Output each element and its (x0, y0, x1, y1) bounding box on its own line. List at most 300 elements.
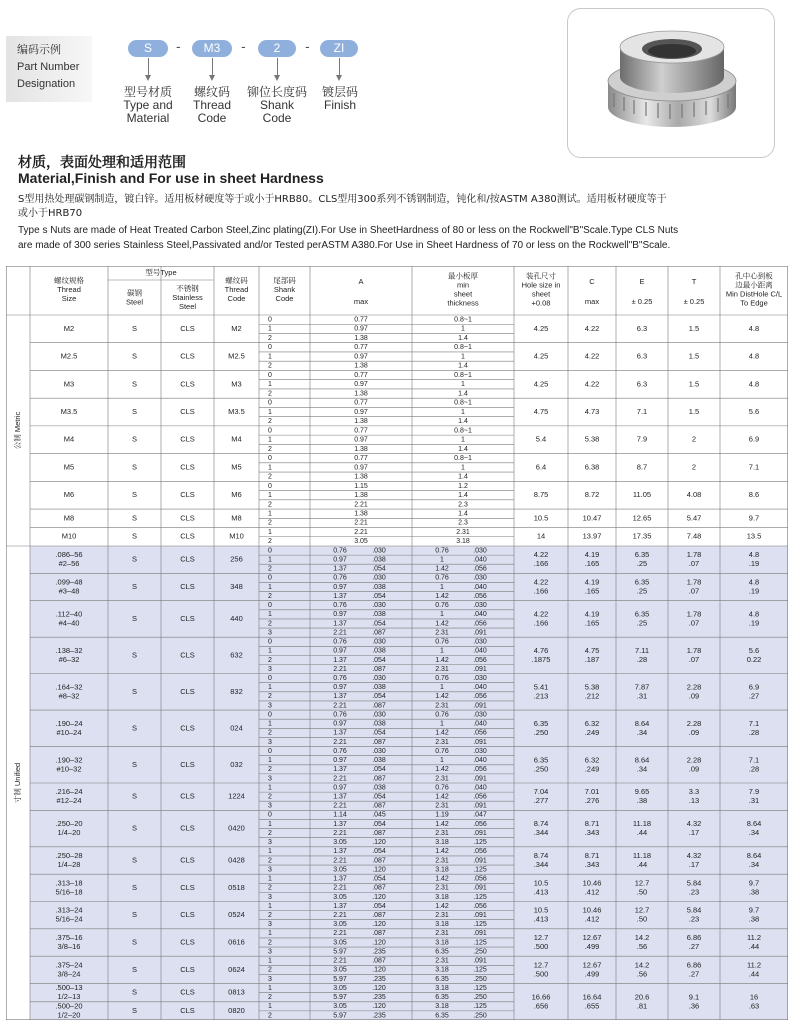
a-max-mm-cell: 1.37 (333, 848, 347, 856)
unified-group-label: 寸制 Unified (12, 762, 22, 804)
min-edge-distance-cell: .63 (748, 1001, 760, 1011)
min-edge-distance-cell: 4.8 (748, 351, 760, 361)
a-max-mm-cell: 1.37 (333, 656, 347, 664)
min-sheet-mm-cell: 1.19 (435, 811, 449, 819)
thread-code-cell: 0524 (228, 910, 245, 920)
hole-size-cell: 16.66 (531, 992, 551, 1002)
a-max-mm-cell: 1.37 (333, 729, 347, 737)
stainless-type-cell: CLS (180, 964, 195, 974)
header-carbon-steel: 碳钢 (127, 288, 142, 298)
c-max-cell: 10.47 (582, 513, 602, 523)
a-max-in-cell: .054 (372, 693, 386, 701)
carbon-steel-type-cell: S (131, 855, 138, 865)
code-label-line: 铆位长度码 (246, 85, 307, 99)
a-max-mm-cell: 0.97 (333, 684, 347, 692)
metric-group-label: 公制 Metric (12, 411, 22, 450)
a-max-mm-cell: 2.21 (333, 665, 347, 673)
t-cell: 2.28 (686, 755, 702, 765)
min-sheet-cell: 2.3 (458, 519, 468, 527)
c-max-cell: .499 (584, 969, 600, 979)
c-max-cell: 7.01 (584, 787, 600, 797)
header-thread-code: Code (227, 293, 246, 303)
code-pill-shank: 2 (258, 40, 296, 57)
stainless-type-cell: CLS (180, 531, 195, 541)
thread-size-cell: .500–20 (55, 1001, 83, 1011)
a-max-mm-cell: 2.21 (333, 912, 347, 920)
a-max-mm-cell: 2.21 (333, 829, 347, 837)
stainless-type-cell: CLS (180, 379, 195, 389)
t-cell: 4.32 (686, 850, 702, 860)
min-sheet-in-cell: .125 (473, 966, 487, 974)
shank-code-cell: 2 (268, 1012, 272, 1020)
t-cell: .09 (688, 727, 700, 737)
a-max-in-cell: .235 (372, 975, 386, 983)
a-max-mm-cell: 1.37 (333, 793, 347, 801)
shank-code-cell: 1 (268, 930, 272, 938)
a-max-in-cell: .038 (372, 583, 386, 591)
hole-size-cell: .166 (533, 586, 549, 596)
c-max-cell: 4.73 (584, 407, 600, 417)
min-sheet-mm-cell: 1.42 (435, 656, 449, 664)
min-sheet-in-cell: .056 (473, 592, 487, 600)
min-sheet-in-cell: .250 (473, 1012, 487, 1020)
min-edge-distance-cell: .44 (748, 942, 760, 952)
code-label-finish (315, 86, 365, 112)
min-edge-distance-cell: .28 (748, 764, 760, 774)
carbon-steel-type-cell: S (131, 531, 138, 541)
t-cell: 2 (691, 434, 697, 444)
e-cell: 9.65 (634, 787, 650, 797)
min-sheet-mm-cell: 2.31 (435, 930, 449, 938)
a-max-mm-cell: 3.05 (333, 984, 347, 992)
t-cell: 7.48 (686, 531, 702, 541)
stainless-type-cell: CLS (180, 937, 195, 947)
min-sheet-cell: 0.8~1 (454, 455, 472, 463)
c-max-cell: 5.38 (584, 434, 600, 444)
section-heading-en: Material,Finish and For use in sheet Hardness (18, 170, 324, 186)
e-cell: 6.3 (636, 379, 648, 389)
shank-code-cell: 2 (268, 519, 272, 527)
c-max-cell: 8.71 (584, 819, 600, 829)
min-sheet-in-cell: .056 (473, 793, 487, 801)
min-sheet-mm-cell: 2.31 (435, 912, 449, 920)
carbon-steel-type-cell: S (131, 554, 138, 564)
shank-code-cell: 2 (268, 994, 272, 1002)
a-max-mm-cell: 0.97 (333, 720, 347, 728)
e-cell: .28 (636, 654, 648, 664)
hole-size-cell: 10.5 (533, 905, 549, 915)
a-max-mm-cell: 2.21 (333, 775, 347, 783)
t-cell: 4.32 (686, 819, 702, 829)
a-max-mm-cell: 0.76 (333, 711, 347, 719)
hole-size-cell: 4.25 (533, 351, 549, 361)
shank-code-cell: 2 (268, 445, 272, 453)
shank-code-cell: 0 (268, 344, 272, 352)
hole-size-cell: .1875 (531, 654, 551, 664)
description-line: S型用热处理碳钢制造，镀白锌。适用板材硬度等于或小于HRB80。CLS型用300系列不锈钢制造，钝化和/按ASTM A380测试。适用板材硬度等于 (18, 194, 667, 205)
a-max-mm-cell: 2.21 (333, 884, 347, 892)
header-min-edge-distance: Min DistHole C/L (725, 289, 783, 299)
min-sheet-mm-cell: 3.18 (435, 893, 449, 901)
shank-code-cell: 3 (268, 839, 272, 847)
code-label-line: Material (126, 111, 170, 125)
stainless-type-cell: CLS (180, 723, 195, 733)
a-max-mm-cell: 0.76 (333, 747, 347, 755)
hole-size-cell: .213 (533, 691, 549, 701)
min-sheet-in-cell: .125 (473, 839, 487, 847)
min-sheet-in-cell: .030 (473, 675, 487, 683)
carbon-steel-type-cell: S (131, 1005, 138, 1015)
shank-code-cell: 0 (268, 711, 272, 719)
a-max-cell: 1.38 (354, 510, 368, 518)
a-max-mm-cell: 1.37 (333, 820, 347, 828)
shank-code-cell: 3 (268, 866, 272, 874)
shank-code-cell: 3 (268, 802, 272, 810)
stainless-type-cell: CLS (180, 910, 195, 920)
header-shank-code: Code (275, 293, 294, 303)
header-shank-code: Shank (273, 284, 296, 294)
shank-code-cell: 1 (268, 875, 272, 883)
a-max-in-cell: .087 (372, 930, 386, 938)
a-max-in-cell: .045 (372, 811, 386, 819)
min-edge-distance-cell: .44 (748, 969, 760, 979)
min-sheet-cell: 1.4 (458, 390, 468, 398)
a-max-in-cell: .087 (372, 775, 386, 783)
min-sheet-mm-cell: 6.35 (435, 994, 449, 1002)
min-sheet-cell: 1.4 (458, 492, 468, 500)
thread-code-cell: M3 (231, 379, 242, 389)
shank-code-cell: 1 (268, 353, 272, 361)
min-sheet-in-cell: .040 (473, 684, 487, 692)
min-sheet-cell: 0.8~1 (454, 316, 472, 324)
min-sheet-mm-cell: 2.31 (435, 775, 449, 783)
thread-size-cell: 3/8–24 (57, 969, 81, 979)
hole-size-cell: .277 (533, 796, 549, 806)
a-max-in-cell: .038 (372, 684, 386, 692)
c-max-cell: 6.38 (584, 462, 600, 472)
hole-size-cell: .413 (533, 887, 549, 897)
t-cell: .07 (688, 586, 700, 596)
a-max-in-cell: .054 (372, 656, 386, 664)
carbon-steel-type-cell: S (131, 462, 138, 472)
a-max-in-cell: .054 (372, 592, 386, 600)
min-sheet-in-cell: .091 (473, 857, 487, 865)
arrow-down-icon (277, 58, 278, 76)
min-sheet-mm-cell: 1.42 (435, 620, 449, 628)
shank-code-cell: 1 (268, 684, 272, 692)
a-max-mm-cell: 2.21 (333, 930, 347, 938)
code-label-line: 螺纹码 (193, 85, 230, 99)
min-sheet-in-cell: .056 (473, 902, 487, 910)
c-max-cell: .412 (584, 887, 600, 897)
material-description-cn (18, 193, 788, 221)
a-max-in-cell: .054 (372, 902, 386, 910)
code-label-type (118, 86, 178, 125)
min-sheet-in-cell: .250 (473, 994, 487, 1002)
min-edge-distance-cell: 7.1 (748, 755, 760, 765)
min-edge-distance-cell: 9.7 (748, 513, 760, 523)
part-number-title-cn: 编码示例 (17, 44, 61, 56)
e-cell: .25 (636, 586, 648, 596)
min-sheet-mm-cell: 2.31 (435, 829, 449, 837)
thread-size-cell: .500–13 (55, 983, 83, 993)
a-max-mm-cell: 3.05 (333, 1003, 347, 1011)
t-cell: 3.3 (688, 787, 700, 797)
carbon-steel-type-cell: S (131, 650, 138, 660)
min-sheet-mm-cell: 1.42 (435, 592, 449, 600)
min-sheet-in-cell: .091 (473, 957, 487, 965)
min-sheet-in-cell: .040 (473, 647, 487, 655)
min-sheet-in-cell: .040 (473, 556, 487, 564)
shank-code-cell: 3 (268, 893, 272, 901)
min-edge-distance-cell: .31 (748, 796, 760, 806)
min-edge-distance-cell: 7.1 (748, 462, 760, 472)
shank-code-cell: 0 (268, 482, 272, 490)
material-description-en (18, 223, 788, 253)
thread-size-cell: .250–28 (55, 850, 83, 860)
a-max-in-cell: .030 (372, 675, 386, 683)
t-cell: .17 (688, 828, 700, 838)
shank-code-cell: 1 (268, 510, 272, 518)
header-thread-size: Size (61, 293, 77, 303)
hole-size-cell: 4.22 (533, 577, 549, 587)
stainless-type-cell: CLS (180, 323, 195, 333)
hole-size-cell: 10.5 (533, 513, 549, 523)
a-max-in-cell: .054 (372, 848, 386, 856)
thread-size-cell: .138–32 (55, 645, 83, 655)
thread-code-cell: 0624 (228, 964, 245, 974)
a-max-in-cell: .087 (372, 912, 386, 920)
hole-size-cell: 4.22 (533, 550, 549, 560)
shank-code-cell: 0 (268, 547, 272, 555)
a-max-mm-cell: 1.37 (333, 766, 347, 774)
shank-code-cell: 2 (268, 793, 272, 801)
thread-size-cell: M2.5 (60, 351, 78, 361)
thread-code-cell: 024 (230, 723, 243, 733)
min-sheet-mm-cell: 2.31 (435, 665, 449, 673)
thread-code-cell: M6 (231, 490, 242, 500)
thread-code-cell: M2.5 (228, 351, 245, 361)
carbon-steel-type-cell: S (131, 937, 138, 947)
min-sheet-in-cell: .250 (473, 975, 487, 983)
hole-size-cell: 12.7 (533, 960, 549, 970)
min-sheet-mm-cell: 2.31 (435, 957, 449, 965)
min-sheet-mm-cell: 1.42 (435, 875, 449, 883)
a-max-cell: 0.77 (354, 344, 368, 352)
thread-code-cell: M2 (231, 323, 242, 333)
code-label-line: 型号材质 (123, 85, 172, 99)
shank-code-cell: 1 (268, 583, 272, 591)
thread-size-cell: M2 (63, 323, 75, 333)
shank-code-cell: 2 (268, 966, 272, 974)
e-cell: 12.7 (634, 878, 650, 888)
min-sheet-mm-cell: 0.76 (435, 638, 449, 646)
e-cell: .50 (636, 887, 648, 897)
header-thread-size: 螺纹规格 (54, 275, 84, 285)
thread-size-cell: M8 (63, 513, 75, 523)
a-max-cell: 0.97 (354, 408, 368, 416)
min-sheet-mm-cell: 3.18 (435, 939, 449, 947)
shank-code-cell: 3 (268, 629, 272, 637)
min-sheet-mm-cell: 2.31 (435, 857, 449, 865)
min-sheet-mm-cell: 1.42 (435, 693, 449, 701)
e-cell: 11.05 (632, 490, 652, 500)
min-sheet-in-cell: .125 (473, 893, 487, 901)
c-max-cell: .412 (584, 914, 600, 924)
a-max-mm-cell: 1.37 (333, 620, 347, 628)
a-max-cell: 2.21 (354, 519, 368, 527)
shank-code-cell: 0 (268, 638, 272, 646)
t-cell: 1.78 (686, 645, 702, 655)
a-max-mm-cell: 3.05 (333, 893, 347, 901)
min-sheet-cell: 1.4 (458, 418, 468, 426)
thread-size-cell: 3/8–16 (57, 942, 81, 952)
min-edge-distance-cell: 0.22 (746, 654, 762, 664)
min-sheet-in-cell: .091 (473, 775, 487, 783)
min-sheet-in-cell: .030 (473, 711, 487, 719)
t-cell: .27 (688, 942, 700, 952)
e-cell: 8.7 (636, 462, 648, 472)
min-sheet-in-cell: .250 (473, 948, 487, 956)
shank-code-cell: 1 (268, 984, 272, 992)
a-max-cell: 1.38 (354, 362, 368, 370)
shank-code-cell: 2 (268, 565, 272, 573)
min-edge-distance-cell: .38 (748, 914, 760, 924)
thread-size-cell: #2–56 (58, 559, 80, 569)
t-cell: .07 (688, 654, 700, 664)
min-sheet-mm-cell: 2.31 (435, 738, 449, 746)
min-edge-distance-cell: 16 (749, 992, 759, 1002)
e-cell: 6.35 (634, 577, 650, 587)
min-edge-distance-cell: 4.8 (748, 609, 760, 619)
min-sheet-in-cell: .091 (473, 884, 487, 892)
thread-size-cell: 5/16–18 (55, 887, 83, 897)
stainless-type-cell: CLS (180, 490, 195, 500)
a-max-mm-cell: 5.97 (333, 1012, 347, 1020)
shank-code-cell: 2 (268, 656, 272, 664)
a-max-in-cell: .054 (372, 766, 386, 774)
thread-size-cell: 1/4–20 (57, 828, 81, 838)
arrow-down-icon (212, 58, 213, 76)
section-heading-cn: 材质，表面处理和适用范围 (18, 155, 186, 171)
c-max-cell: 12.67 (582, 960, 602, 970)
a-max-in-cell: .087 (372, 629, 386, 637)
min-edge-distance-cell: 7.1 (748, 718, 760, 728)
min-sheet-in-cell: .056 (473, 820, 487, 828)
stainless-type-cell: CLS (180, 686, 195, 696)
header-c-col: max (584, 296, 600, 306)
thread-size-cell: M3 (63, 379, 75, 389)
min-edge-distance-cell: 4.8 (748, 323, 760, 333)
header-shank-code: 尾部码 (273, 275, 296, 285)
a-max-mm-cell: 0.76 (333, 602, 347, 610)
header-stainless-steel: 不锈钢 (176, 283, 199, 293)
a-max-in-cell: .087 (372, 665, 386, 673)
header-stainless-steel: Steel (178, 301, 197, 311)
code-label-line: Code (262, 111, 292, 125)
e-cell: .31 (636, 691, 648, 701)
c-max-cell: .165 (584, 586, 600, 596)
min-edge-distance-cell: 6.9 (748, 434, 760, 444)
t-cell: 5.84 (686, 878, 702, 888)
thread-size-cell: .099–48 (55, 577, 83, 587)
thread-code-cell: 256 (230, 554, 243, 564)
c-max-cell: 4.19 (584, 550, 600, 560)
header-stainless-steel: Stainless (172, 292, 203, 302)
min-sheet-in-cell: .030 (473, 574, 487, 582)
t-cell: 2 (691, 462, 697, 472)
stainless-type-cell: CLS (180, 462, 195, 472)
code-pill-type: S (128, 40, 168, 57)
e-cell: .38 (636, 796, 648, 806)
shank-code-cell: 1 (268, 528, 272, 536)
thread-code-cell: 832 (230, 686, 243, 696)
shank-code-cell: 1 (268, 436, 272, 444)
thread-size-cell: #6–32 (58, 654, 80, 664)
a-max-in-cell: .087 (372, 702, 386, 710)
min-edge-distance-cell: .19 (748, 618, 760, 628)
a-max-cell: 0.97 (354, 325, 368, 333)
thread-code-cell: 348 (230, 582, 243, 592)
min-edge-distance-cell: 7.9 (748, 787, 760, 797)
header-min-edge-distance: 边最小距离 (735, 280, 773, 290)
thread-size-cell: 1/4–28 (57, 859, 81, 869)
t-cell: 1.78 (686, 577, 702, 587)
hole-size-cell: .166 (533, 618, 549, 628)
carbon-steel-type-cell: S (131, 987, 138, 997)
e-cell: 7.11 (634, 645, 650, 655)
a-max-in-cell: .030 (372, 574, 386, 582)
min-sheet-in-cell: .040 (473, 720, 487, 728)
stainless-type-cell: CLS (180, 554, 195, 564)
e-cell: 8.64 (634, 718, 650, 728)
hole-size-cell: .344 (533, 828, 549, 838)
header-t-col: ± 0.25 (683, 296, 705, 306)
min-edge-distance-cell: .34 (748, 828, 760, 838)
min-edge-distance-cell: .38 (748, 887, 760, 897)
a-max-in-cell: .054 (372, 565, 386, 573)
stainless-type-cell: CLS (180, 791, 195, 801)
carbon-steel-type-cell: S (131, 323, 138, 333)
a-max-in-cell: .030 (372, 747, 386, 755)
a-max-mm-cell: 1.37 (333, 693, 347, 701)
e-cell: .50 (636, 914, 648, 924)
t-cell: 6.86 (686, 960, 702, 970)
e-cell: .44 (636, 859, 648, 869)
hole-size-cell: .250 (533, 727, 549, 737)
thread-code-cell: 1224 (228, 791, 245, 801)
shank-code-cell: 1 (268, 957, 272, 965)
hole-size-cell: 4.76 (533, 645, 549, 655)
code-label-line: Shank (259, 98, 295, 112)
a-max-mm-cell: 0.76 (333, 638, 347, 646)
a-max-cell: 2.21 (354, 528, 368, 536)
carbon-steel-type-cell: S (131, 434, 138, 444)
min-sheet-cell: 2.31 (456, 528, 470, 536)
min-edge-distance-cell: 8.64 (746, 819, 762, 829)
stainless-type-cell: CLS (180, 582, 195, 592)
shank-code-cell: 3 (268, 921, 272, 929)
shank-code-cell: 0 (268, 574, 272, 582)
min-sheet-in-cell: .030 (473, 638, 487, 646)
c-max-cell: 10.46 (582, 905, 602, 915)
a-max-in-cell: .038 (372, 647, 386, 655)
e-cell: 6.35 (634, 609, 650, 619)
t-cell: 1.5 (688, 407, 700, 417)
thread-size-cell: #10–32 (56, 764, 82, 774)
header-a-col: max (353, 296, 369, 306)
hole-size-cell: 4.25 (533, 323, 549, 333)
